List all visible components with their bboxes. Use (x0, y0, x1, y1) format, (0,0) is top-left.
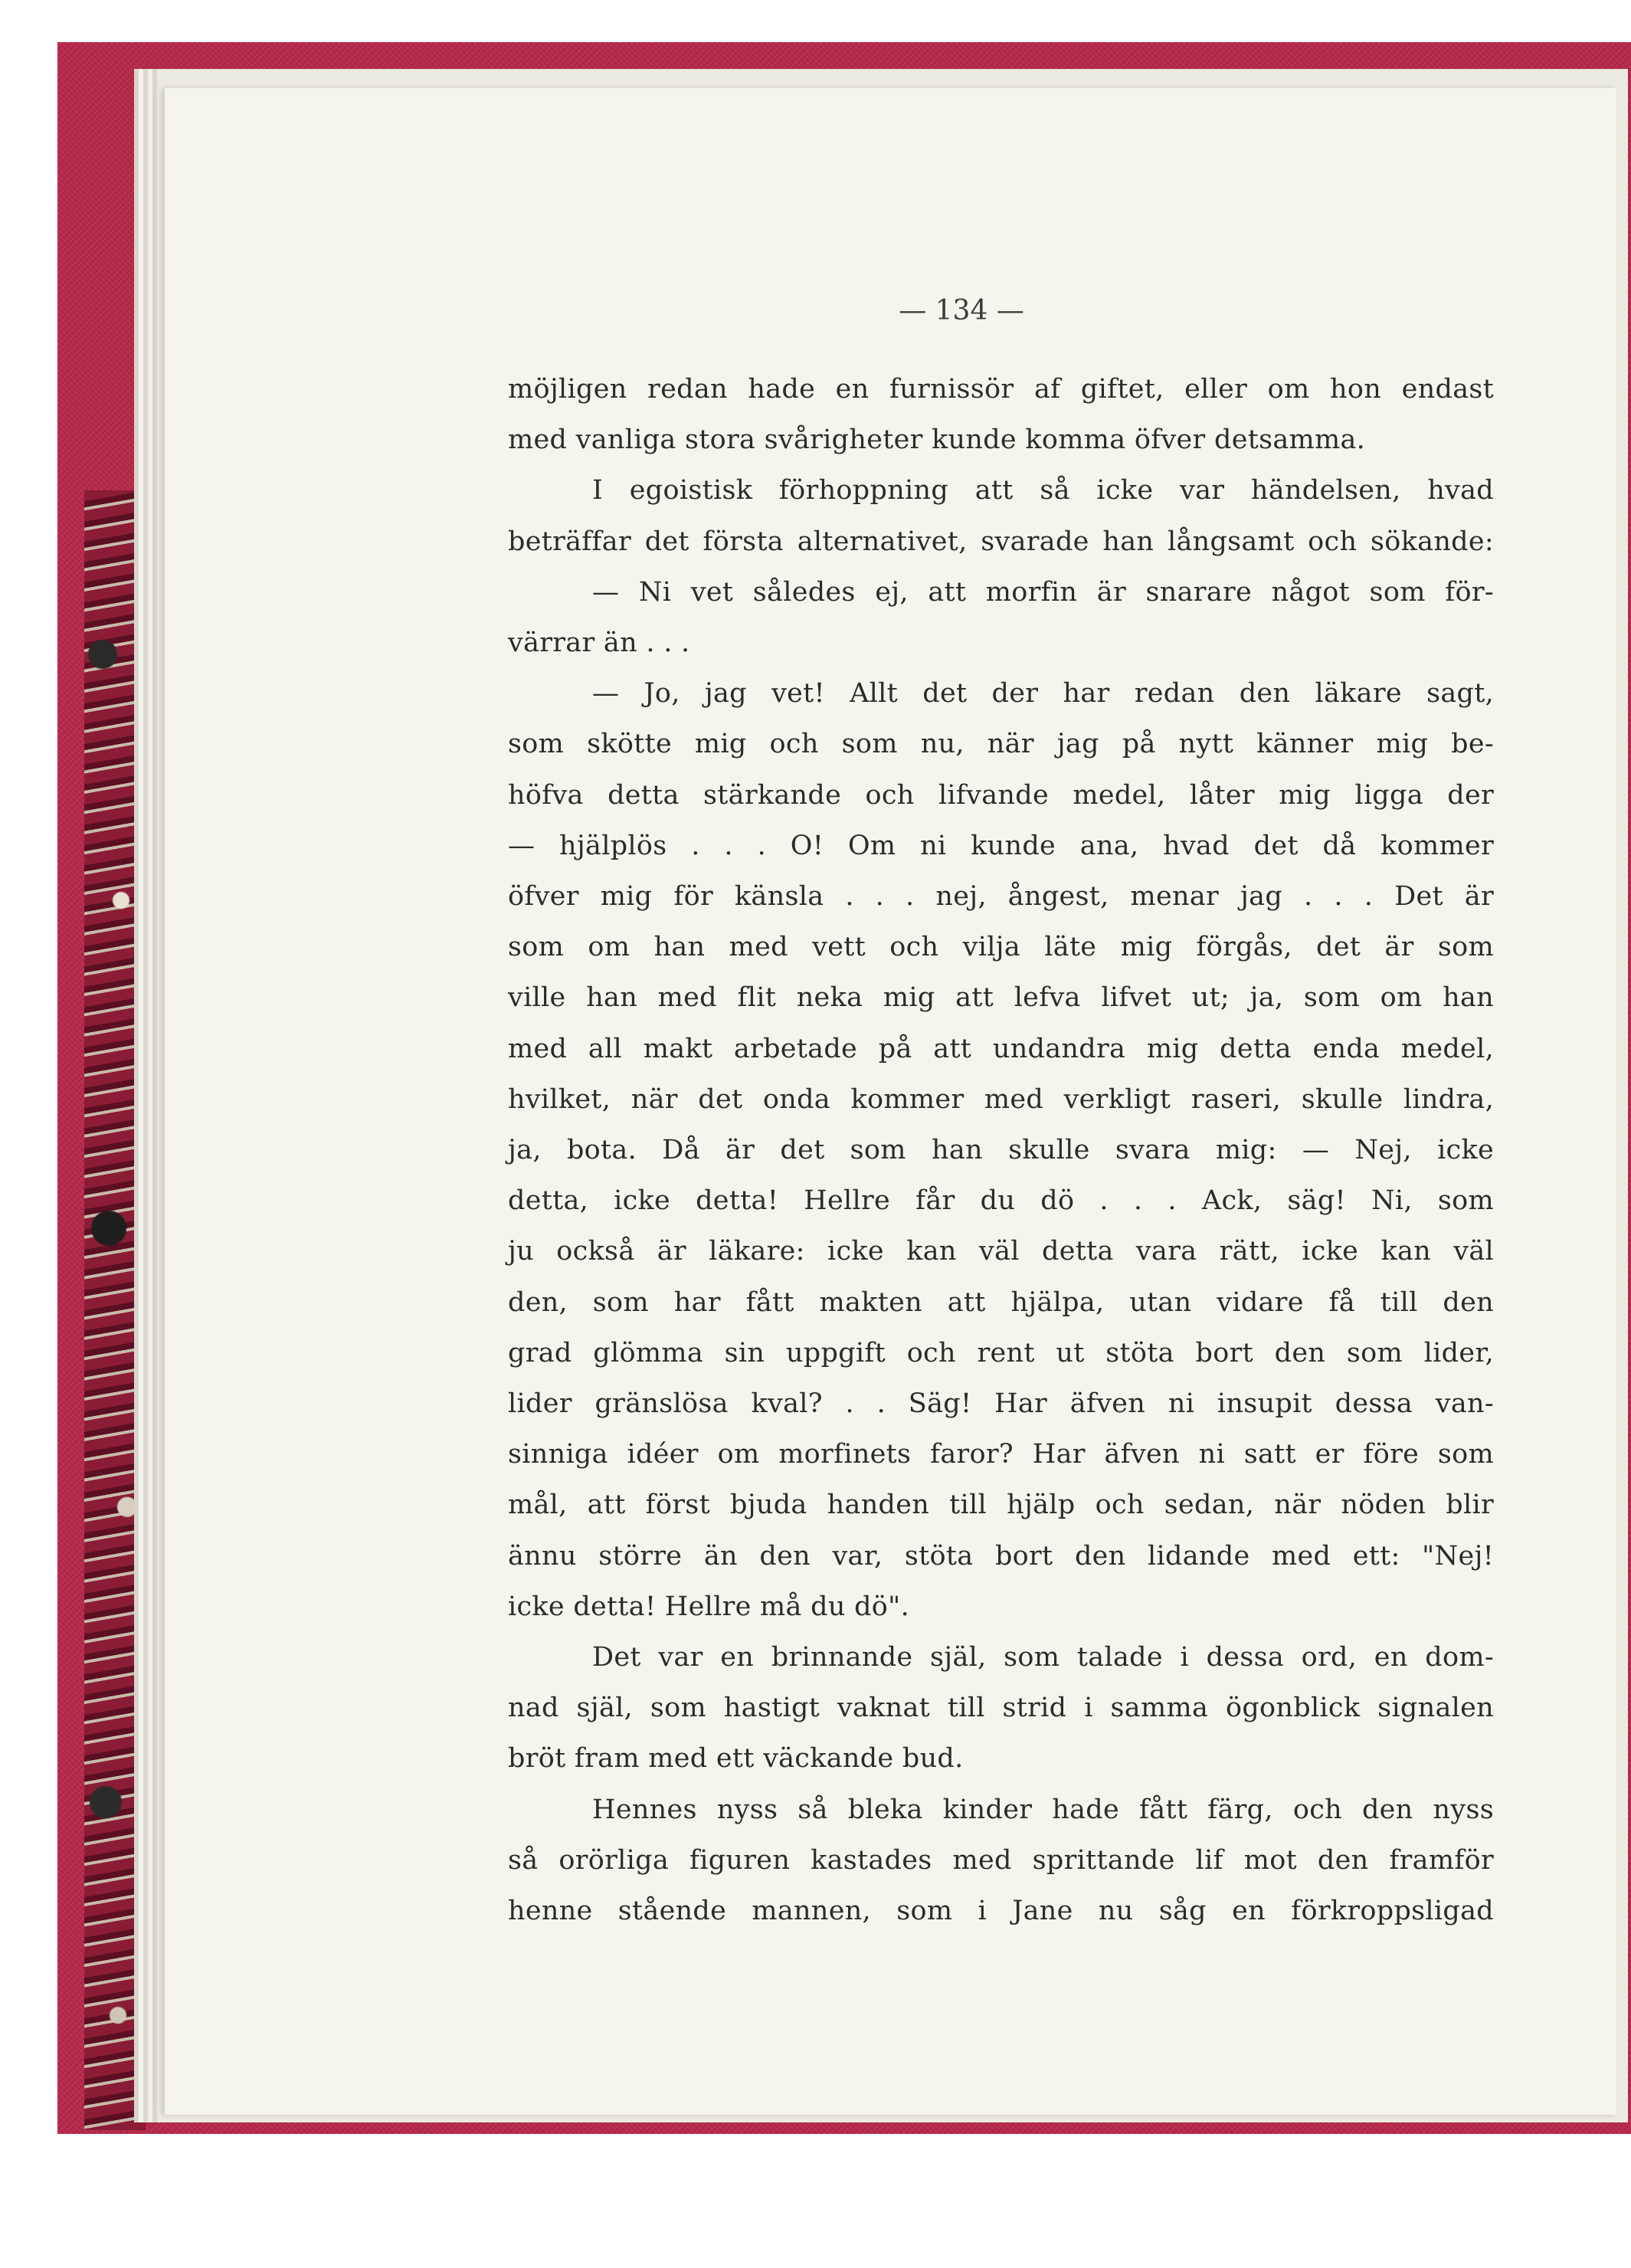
text-line: Det var en brinnande själ, som talade i dessa ord, en dom- (592, 1642, 1494, 1673)
text-line: bröt fram med ett väckande bud. (508, 1743, 964, 1775)
text-line: mål, att först bjuda handen till hjälp och sedan, när nöden blir (508, 1490, 1494, 1521)
text-line: så orörliga figuren kastades med sprittande lif mot den framför (508, 1844, 1494, 1876)
text-line: — hjälplös . . . O! Om ni kunde ana, hvad det då kommer (508, 830, 1494, 861)
text-line: icke detta! Hellre må du dö". (508, 1591, 909, 1622)
text-line: detta, icke detta! Hellre får du dö . . . Ack, säg! Ni, som (508, 1185, 1494, 1217)
text-line: henne stående mannen, som i Jane nu såg en förkroppsligad (508, 1896, 1494, 1926)
text-line: som om han med vett och vilja läte mig förgås, det är som (508, 932, 1494, 963)
text-line: öfver mig för känsla . . . nej, ångest, menar jag . . . Det är (508, 881, 1494, 912)
text-line: grad glömma sin uppgift och rent ut stöta bort den som lider, (508, 1337, 1494, 1368)
text-line: värrar än . . . (508, 628, 690, 658)
text-line: med vanliga stora svårigheter kunde komma öfver detsamma. (508, 424, 1366, 456)
text-line: ja, bota. Då är det som han skulle svara mig: — Nej, icke (508, 1135, 1494, 1165)
text-line: som skötte mig och som nu, när jag på nytt känner mig be- (508, 729, 1494, 760)
text-line: den, som har fått makten att hjälpa, utan vidare få till den (508, 1286, 1494, 1318)
text-line: möjligen redan hade en furnissör af giftet, eller om hon endast (508, 374, 1494, 405)
text-line: nad själ, som hastigt vaknat till strid i samma ögonblick signalen (508, 1693, 1494, 1724)
text-line: ville han med flit neka mig att lefva lifvet ut; ja, som om han (508, 982, 1494, 1014)
text-line: hvilket, när det onda kommer med verkligt raseri, skulle lindra, (508, 1083, 1494, 1115)
text-line: med all makt arbetade på att undandra mig detta enda medel, (508, 1033, 1494, 1064)
text-line: ännu större än den var, stöta bort den lidande med ett: "Nej! (508, 1540, 1494, 1572)
text-line: höfva detta stärkande och lifvande medel, låter mig ligga der (508, 779, 1494, 811)
page-number: — 134 — (899, 295, 1024, 326)
text-line: I egoistisk förhoppning att så icke var händelsen, hvad (592, 475, 1494, 506)
text-line: beträffar det första alternativet, svarade han långsamt och sökande: (508, 526, 1494, 557)
text-line: Hennes nyss så bleka kinder hade fått färg, och den nyss (592, 1794, 1494, 1825)
text-line: — Ni vet således ej, att morfin är snarare något som för- (592, 576, 1494, 608)
text-line: sinniga idéer om morfinets faror? Har äfven ni satt er före som (508, 1439, 1494, 1470)
text-line: ju också är läkare: icke kan väl detta vara rätt, icke kan väl (508, 1236, 1494, 1267)
text-line: lider gränslösa kval? . . Säg! Har äfven ni insupit dessa van- (508, 1388, 1494, 1419)
text-line: — Jo, jag vet! Allt det der har redan den läkare sagt, (592, 678, 1494, 710)
